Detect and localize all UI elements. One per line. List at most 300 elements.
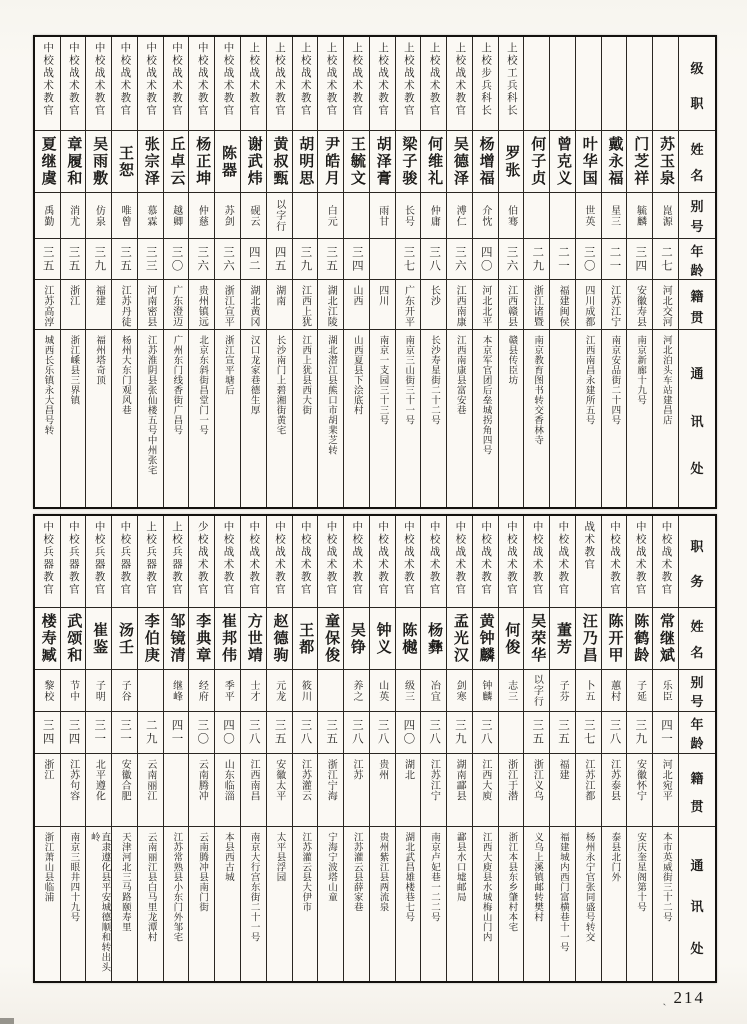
person-column xyxy=(472,516,498,981)
name-cell xyxy=(653,607,678,669)
alias-text: 以字行 xyxy=(273,199,285,232)
name-text: 董芳 xyxy=(554,621,572,656)
address-text: 泰县北门外 xyxy=(609,832,620,882)
rank-text: 中校战术教官 xyxy=(67,42,79,117)
address-cell xyxy=(86,329,111,507)
name-cell xyxy=(293,130,318,192)
address-cell xyxy=(293,329,318,507)
age-text: 四一 xyxy=(170,719,183,746)
address-text: 浙江本县东乡肇村本宅 xyxy=(506,832,517,932)
native-cell xyxy=(293,753,318,826)
person-column xyxy=(35,37,60,507)
native-cell xyxy=(61,279,86,329)
rank-cell xyxy=(550,516,575,607)
native-cell xyxy=(318,753,343,826)
person-column xyxy=(188,516,214,981)
native-cell xyxy=(164,753,189,826)
address-cell xyxy=(164,826,189,981)
name-text: 夏继虞 xyxy=(39,136,57,187)
name-cell xyxy=(318,607,343,669)
alias-text: 砚云 xyxy=(247,204,259,227)
age-cell xyxy=(524,238,549,279)
native-text: 浙江 xyxy=(67,285,79,306)
alias-text: 养之 xyxy=(351,679,363,702)
rank-text: 中校战术教官 xyxy=(608,521,620,596)
native-text: 河北交河 xyxy=(660,285,672,327)
rank-cell xyxy=(473,516,498,607)
address-text: 南京一支园三十三号 xyxy=(377,335,388,425)
native-text: 江苏丹徒 xyxy=(119,285,131,327)
native-cell xyxy=(86,753,111,826)
age-cell xyxy=(61,711,86,753)
native-text: 长沙 xyxy=(428,285,440,306)
rank-text: 战术教官 xyxy=(583,521,595,571)
native-cell xyxy=(602,753,627,826)
age-cell xyxy=(138,711,163,753)
address-text: 南京卢妃巷一二二号 xyxy=(429,832,440,922)
age-cell xyxy=(370,711,395,753)
rank-cell xyxy=(293,516,318,607)
native-text: 湖北江陵 xyxy=(325,285,337,327)
age-text: 三四 xyxy=(41,719,54,746)
address-cell xyxy=(653,826,678,981)
address-cell xyxy=(499,329,524,507)
native-text: 湖北黄冈 xyxy=(247,285,259,327)
person-column xyxy=(343,37,369,507)
age-cell xyxy=(524,711,549,753)
header-native xyxy=(679,279,715,329)
name-text: 陈樾 xyxy=(400,621,418,656)
name-cell xyxy=(215,607,240,669)
name-cell xyxy=(267,607,292,669)
person-column xyxy=(266,516,292,981)
age-text: 二九 xyxy=(531,245,544,273)
alias-cell xyxy=(241,192,266,238)
age-text: 三九 xyxy=(453,719,466,746)
address-text: 义乌上溪镇邮转樊村 xyxy=(532,832,543,922)
native-cell xyxy=(164,279,189,329)
alias-cell xyxy=(421,669,446,711)
name-text: 何俊 xyxy=(503,621,521,656)
name-text: 胡明思 xyxy=(297,136,315,187)
rank-text: 中校战术教官 xyxy=(557,521,569,596)
address-text: 南京教育图书转交香林寺 xyxy=(532,335,543,445)
age-cell xyxy=(189,711,214,753)
alias-cell xyxy=(396,192,421,238)
age-cell xyxy=(447,238,472,279)
address-cell xyxy=(550,826,575,981)
person-column xyxy=(111,516,137,981)
person-column xyxy=(523,37,549,507)
address-text: 福州塔奇顶 xyxy=(94,335,105,385)
rank-cell xyxy=(499,516,524,607)
address-cell xyxy=(112,329,137,507)
alias-cell xyxy=(189,669,214,711)
rank-cell xyxy=(164,516,189,607)
name-cell xyxy=(550,130,575,192)
name-text: 黄钟麟 xyxy=(477,613,495,664)
name-cell xyxy=(138,130,163,192)
alias-text: 越卿 xyxy=(170,204,182,227)
native-cell xyxy=(396,279,421,329)
native-cell xyxy=(627,753,652,826)
alias-cell xyxy=(473,669,498,711)
native-cell xyxy=(318,279,343,329)
age-text: 三五 xyxy=(67,245,80,273)
alias-cell xyxy=(627,192,652,238)
name-text: 章履和 xyxy=(65,136,83,187)
address-text: 本县西古城 xyxy=(222,832,233,882)
native-cell xyxy=(138,279,163,329)
person-column xyxy=(240,37,266,507)
address-text: 湖北武昌雄楼巷七号 xyxy=(403,832,414,922)
native-text: 北平遵化 xyxy=(93,759,105,801)
native-text: 河北宛平 xyxy=(660,759,672,801)
address-text: 汉口龙家巷德生厚 xyxy=(248,335,259,415)
officer-roster-top xyxy=(33,35,717,509)
age-cell xyxy=(499,711,524,753)
age-cell xyxy=(164,238,189,279)
address-text: 赣县传臣坊 xyxy=(506,335,517,385)
name-cell xyxy=(370,130,395,192)
name-cell xyxy=(241,607,266,669)
header-rank-label: 职 务 xyxy=(690,539,704,589)
name-cell xyxy=(653,130,678,192)
native-text: 湖南 xyxy=(273,285,285,306)
name-cell xyxy=(241,130,266,192)
native-cell xyxy=(447,753,472,826)
name-text: 吴德泽 xyxy=(451,136,469,187)
rank-cell xyxy=(499,37,524,130)
native-cell xyxy=(293,279,318,329)
age-text: 三五 xyxy=(118,245,131,273)
rank-text: 上校工兵科长 xyxy=(505,42,517,117)
name-text: 黄叔甄 xyxy=(271,136,289,187)
native-text: 江苏江宁 xyxy=(608,285,620,327)
rank-cell xyxy=(138,37,163,130)
alias-text: 长号 xyxy=(402,204,414,227)
name-cell xyxy=(447,130,472,192)
alias-cell xyxy=(318,669,343,711)
age-cell xyxy=(61,238,86,279)
age-text: 三五 xyxy=(531,719,544,746)
age-text: 三一 xyxy=(118,719,131,746)
native-cell xyxy=(215,753,240,826)
name-cell xyxy=(267,130,292,192)
address-text: 北京东斜街昌堂门一号 xyxy=(197,335,208,435)
rank-cell xyxy=(318,37,343,130)
alias-cell xyxy=(627,669,652,711)
header-address-label: 通 讯 处 xyxy=(690,366,704,476)
alias-text: 乐臣 xyxy=(660,679,672,702)
age-text: 三一 xyxy=(93,719,106,746)
alias-cell xyxy=(35,192,60,238)
address-text: 浙江嵊县三界镇 xyxy=(68,335,79,405)
name-text: 罗张 xyxy=(503,144,521,179)
age-cell xyxy=(241,238,266,279)
age-text: 三八 xyxy=(428,245,441,273)
address-text: 长沙寿星街二十二号 xyxy=(429,335,440,425)
address-text: 太平县浮园 xyxy=(274,832,285,882)
rank-cell xyxy=(602,37,627,130)
address-text: 直隶遵化县平安城德顺和转出头岭 xyxy=(88,832,110,972)
address-text: 江苏灌云县大伊市 xyxy=(300,832,311,912)
name-text: 李伯庚 xyxy=(142,613,160,664)
native-cell xyxy=(344,279,369,329)
rank-cell xyxy=(241,37,266,130)
native-cell xyxy=(524,753,549,826)
alias-cell xyxy=(370,192,395,238)
alias-text: 卜五 xyxy=(582,679,594,702)
alias-text: 消尤 xyxy=(67,204,79,227)
name-text: 谢武炜 xyxy=(245,136,263,187)
age-cell xyxy=(267,238,292,279)
alias-cell xyxy=(653,192,678,238)
person-column xyxy=(472,37,498,507)
rank-cell xyxy=(86,37,111,130)
age-text: 三六 xyxy=(196,245,209,273)
native-text: 四川成都 xyxy=(582,285,594,327)
rank-cell xyxy=(138,516,163,607)
address-cell xyxy=(473,329,498,507)
native-cell xyxy=(112,279,137,329)
age-cell xyxy=(35,711,60,753)
age-text: 三六 xyxy=(505,245,518,273)
name-cell xyxy=(396,607,421,669)
rank-cell xyxy=(164,37,189,130)
name-text: 丘卓云 xyxy=(168,136,186,187)
address-text: 山西夏县下浍底村 xyxy=(351,335,362,415)
name-text: 童保俊 xyxy=(323,613,341,664)
name-text: 李典章 xyxy=(194,613,212,664)
age-text: 三八 xyxy=(299,719,312,746)
address-cell xyxy=(396,826,421,981)
rank-text: 上校战术教官 xyxy=(454,42,466,117)
rank-cell xyxy=(576,516,601,607)
age-cell xyxy=(318,238,343,279)
alias-cell xyxy=(112,669,137,711)
age-cell xyxy=(112,711,137,753)
name-text: 赵德驹 xyxy=(271,613,289,664)
rank-text: 中校战术教官 xyxy=(325,521,337,596)
person-column xyxy=(85,516,111,981)
name-cell xyxy=(576,607,601,669)
alias-text: 禹勤 xyxy=(41,204,53,227)
native-text: 江西赣县 xyxy=(505,285,517,327)
age-text: 三三 xyxy=(144,245,157,273)
alias-cell xyxy=(602,192,627,238)
person-column xyxy=(137,37,163,507)
rank-cell xyxy=(602,516,627,607)
header-native xyxy=(679,753,715,826)
name-cell xyxy=(447,607,472,669)
name-cell xyxy=(86,130,111,192)
person-column xyxy=(240,516,266,981)
alias-text: 介忱 xyxy=(479,204,491,227)
name-cell xyxy=(86,607,111,669)
address-cell xyxy=(61,329,86,507)
alias-cell xyxy=(344,192,369,238)
name-text: 常继斌 xyxy=(658,613,676,664)
age-cell xyxy=(602,238,627,279)
header-rank xyxy=(679,37,715,130)
alias-text: 黎校 xyxy=(41,679,53,702)
address-text: 南京三山街三十一号 xyxy=(403,335,414,425)
person-column xyxy=(111,37,137,507)
name-text: 孟光汉 xyxy=(451,613,469,664)
name-text: 尹皓月 xyxy=(323,136,341,187)
name-cell xyxy=(602,130,627,192)
alias-cell xyxy=(86,192,111,238)
native-cell xyxy=(576,279,601,329)
native-cell xyxy=(524,279,549,329)
age-text: 三七 xyxy=(402,245,415,273)
native-cell xyxy=(35,753,60,826)
alias-text: 继峰 xyxy=(170,679,182,702)
address-text: 江苏淮阴县张仙楼五号中州张宅 xyxy=(145,335,156,475)
alias-text: 季平 xyxy=(222,679,234,702)
rank-text: 中校战术教官 xyxy=(248,521,260,596)
alias-text: 以字行 xyxy=(531,674,543,707)
header-rank-label: 级 职 xyxy=(690,61,704,111)
address-text: 江西大庾县水城梅山门内 xyxy=(480,832,491,942)
native-cell xyxy=(267,753,292,826)
age-cell xyxy=(602,711,627,753)
address-cell xyxy=(576,329,601,507)
rank-cell xyxy=(396,37,421,130)
rank-text: 中校战术教官 xyxy=(93,42,105,117)
name-text: 方世靖 xyxy=(245,613,263,664)
address-cell xyxy=(267,329,292,507)
name-text: 武颂和 xyxy=(65,613,83,664)
age-text: 四二 xyxy=(247,245,260,273)
rank-cell xyxy=(370,516,395,607)
rank-text: 中校战术教官 xyxy=(222,521,234,596)
rank-text: 中校战术教官 xyxy=(634,521,646,596)
person-column xyxy=(317,516,343,981)
native-text: 福建闽侯 xyxy=(557,285,569,327)
age-text: 四〇 xyxy=(479,245,492,273)
age-text: 三九 xyxy=(93,245,106,273)
address-text: 江苏常熟县小东门外邹宅 xyxy=(171,832,182,942)
age-cell xyxy=(189,238,214,279)
rank-cell xyxy=(396,516,421,607)
name-text: 杨正坤 xyxy=(194,136,212,187)
native-cell xyxy=(35,279,60,329)
address-cell xyxy=(370,329,395,507)
person-column xyxy=(395,37,421,507)
header-age xyxy=(679,711,715,753)
rank-text: 中校兵器教官 xyxy=(42,521,54,596)
address-cell xyxy=(86,826,111,981)
age-text: 三四 xyxy=(67,719,80,746)
name-cell xyxy=(35,130,60,192)
rank-text: 中校战术教官 xyxy=(196,42,208,117)
name-text: 杨增福 xyxy=(477,136,495,187)
alias-text: 雨甘 xyxy=(376,204,388,227)
native-text: 贵州镇远 xyxy=(196,285,208,327)
name-text: 门芝祥 xyxy=(632,136,650,187)
name-cell xyxy=(318,130,343,192)
header-alias-label: 别 号 xyxy=(690,199,704,234)
alias-cell xyxy=(473,192,498,238)
address-text: 湖北潜江县熊口市胡棐芝转 xyxy=(325,335,336,455)
age-cell xyxy=(396,238,421,279)
name-cell xyxy=(215,130,240,192)
alias-cell xyxy=(189,192,214,238)
address-text: 贵州紫江县两流泉 xyxy=(377,832,388,912)
name-text: 苏玉泉 xyxy=(658,136,676,187)
age-text: 三〇 xyxy=(196,719,209,746)
header-native-label: 籍 贯 xyxy=(690,771,704,814)
header-address xyxy=(679,329,715,507)
native-text: 江苏灌云 xyxy=(299,759,311,801)
native-cell xyxy=(421,753,446,826)
name-text: 钟义 xyxy=(374,621,392,656)
age-text: 二一 xyxy=(556,245,569,273)
name-cell xyxy=(112,607,137,669)
native-cell xyxy=(370,279,395,329)
age-cell xyxy=(653,238,678,279)
native-text: 江西大庾 xyxy=(479,759,491,801)
address-text: 长沙南门上碧湘街黄宅 xyxy=(274,335,285,435)
address-cell xyxy=(189,329,214,507)
age-text: 三五 xyxy=(325,245,338,273)
name-text: 叶华国 xyxy=(580,136,598,187)
native-cell xyxy=(138,753,163,826)
native-text: 安徽太平 xyxy=(273,759,285,801)
person-column xyxy=(35,516,60,981)
address-cell xyxy=(215,826,240,981)
native-text: 江西南康 xyxy=(454,285,466,327)
address-cell xyxy=(61,826,86,981)
person-column xyxy=(317,37,343,507)
name-cell xyxy=(524,130,549,192)
age-cell xyxy=(344,711,369,753)
rank-cell xyxy=(267,37,292,130)
address-cell xyxy=(344,826,369,981)
rank-text: 中校战术教官 xyxy=(274,521,285,596)
alias-cell xyxy=(344,669,369,711)
alias-cell xyxy=(267,669,292,711)
name-text: 戴永福 xyxy=(606,136,624,187)
address-cell xyxy=(267,826,292,981)
rank-cell xyxy=(61,516,86,607)
native-cell xyxy=(189,279,214,329)
person-column xyxy=(163,37,189,507)
alias-cell xyxy=(61,669,86,711)
person-column xyxy=(395,516,421,981)
name-text: 何子贞 xyxy=(529,136,547,187)
name-text: 梁子骏 xyxy=(400,136,418,187)
alias-text: 山英 xyxy=(376,679,388,702)
age-cell xyxy=(86,711,111,753)
address-text: 福建城内西门富横巷十一号 xyxy=(557,832,568,952)
age-cell xyxy=(473,238,498,279)
address-text: 云南腾冲县南门街 xyxy=(197,832,208,912)
name-text: 张宗泽 xyxy=(142,136,160,187)
name-cell xyxy=(473,607,498,669)
address-cell xyxy=(550,329,575,507)
rank-text: 上校兵器教官 xyxy=(145,521,157,596)
rank-cell xyxy=(112,516,137,607)
age-cell xyxy=(293,711,318,753)
rank-text: 中校战术教官 xyxy=(505,521,517,596)
rank-cell xyxy=(189,516,214,607)
person-column xyxy=(601,37,627,507)
person-column xyxy=(420,37,446,507)
age-text: 三九 xyxy=(634,719,647,746)
